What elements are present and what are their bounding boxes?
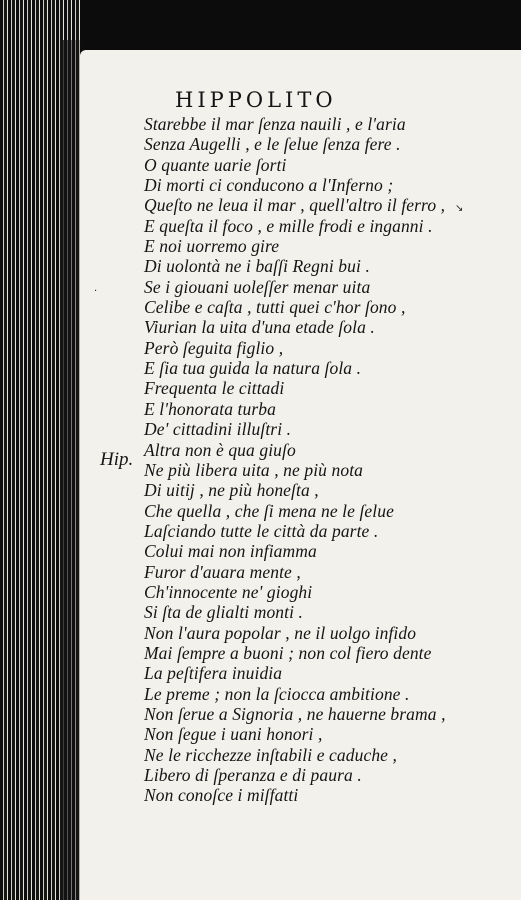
verse-line: La peſtifera inuidia (144, 663, 283, 684)
verse-line: Starebbe il mar ſenza nauili , e l'aria (144, 114, 406, 134)
verse-line: Laſciando tutte le città da parte . (144, 520, 379, 541)
verse-line: Senza Augelli , e le ſelue ſenza fere . (144, 134, 401, 155)
verse-line: Di uitij , ne più honeſta , (144, 480, 319, 501)
verse-line: De' cittadini illuſtri . (144, 419, 292, 440)
verse-line: Le preme ; non la ſciocca ambitione . (144, 683, 410, 704)
verse-line: E queſta il foco , e mille frodi e inganni . (144, 215, 433, 236)
ink-speck: ↘ (455, 203, 464, 214)
verse-line: E ſia tua guida la natura ſola . (144, 358, 362, 379)
verse-line: Furor d'auara mente , (144, 561, 301, 582)
verse-line: E l'honorata turba (144, 398, 276, 419)
verse-line: Celibe e caſta , tutti quei c'hor ſono , (144, 297, 406, 318)
verse-line: Ch'innocente ne' gioghi (144, 581, 313, 602)
verse-line: Mai ſempre a buoni ; non col fiero dente (144, 642, 432, 663)
verse-line: Frequenta le cittadi (144, 378, 285, 399)
verse-line: Ne più libera uita , ne più nota (144, 459, 364, 480)
verse-line: Queſto ne leua il mar , quell'altro il ferro , (144, 195, 446, 216)
verse-line: Non conoſce i miſfatti (144, 785, 299, 806)
verse-line: Non ſerue a Signoria , ne hauerne brama , (144, 703, 446, 724)
verse-line: O quante uarie ſorti (144, 154, 287, 175)
verse-line: Però ſeguita figlio , (144, 337, 284, 358)
verse-line: Libero di ſperanza e di paura . (144, 765, 362, 785)
verse-line: E noi uorremo gire (144, 236, 280, 257)
verse-line: Si ſta de glialti monti . (144, 602, 304, 623)
verse-line: Che quella , che ſi mena ne le ſelue (144, 500, 394, 521)
speaker-label: Hip. (100, 449, 134, 470)
verse-line: Di uolontà ne i baſſi Regni bui . (144, 256, 370, 277)
ink-speck: · (94, 286, 98, 297)
verse-line: Ne le ricchezze inſtabili e caduche , (144, 744, 397, 765)
verse-line: Viurian la uita d'una etade ſola . (144, 317, 375, 338)
verse-line: Non l'aura popolar , ne il uolgo infido (144, 622, 417, 643)
verse-line: Altra non è qua giuſo (144, 439, 296, 460)
verse-line: Colui mai non infiamma (144, 541, 317, 562)
verse-block (144, 114, 446, 806)
verse-line: Non ſegue i uani honori , (144, 724, 323, 745)
verse-line: Se i giouani uoleſſer menar uita (144, 276, 371, 297)
verse-line: Di morti ci conducono a l'Inferno ; (144, 175, 394, 196)
running-head: HIPPOLITO (175, 88, 337, 112)
